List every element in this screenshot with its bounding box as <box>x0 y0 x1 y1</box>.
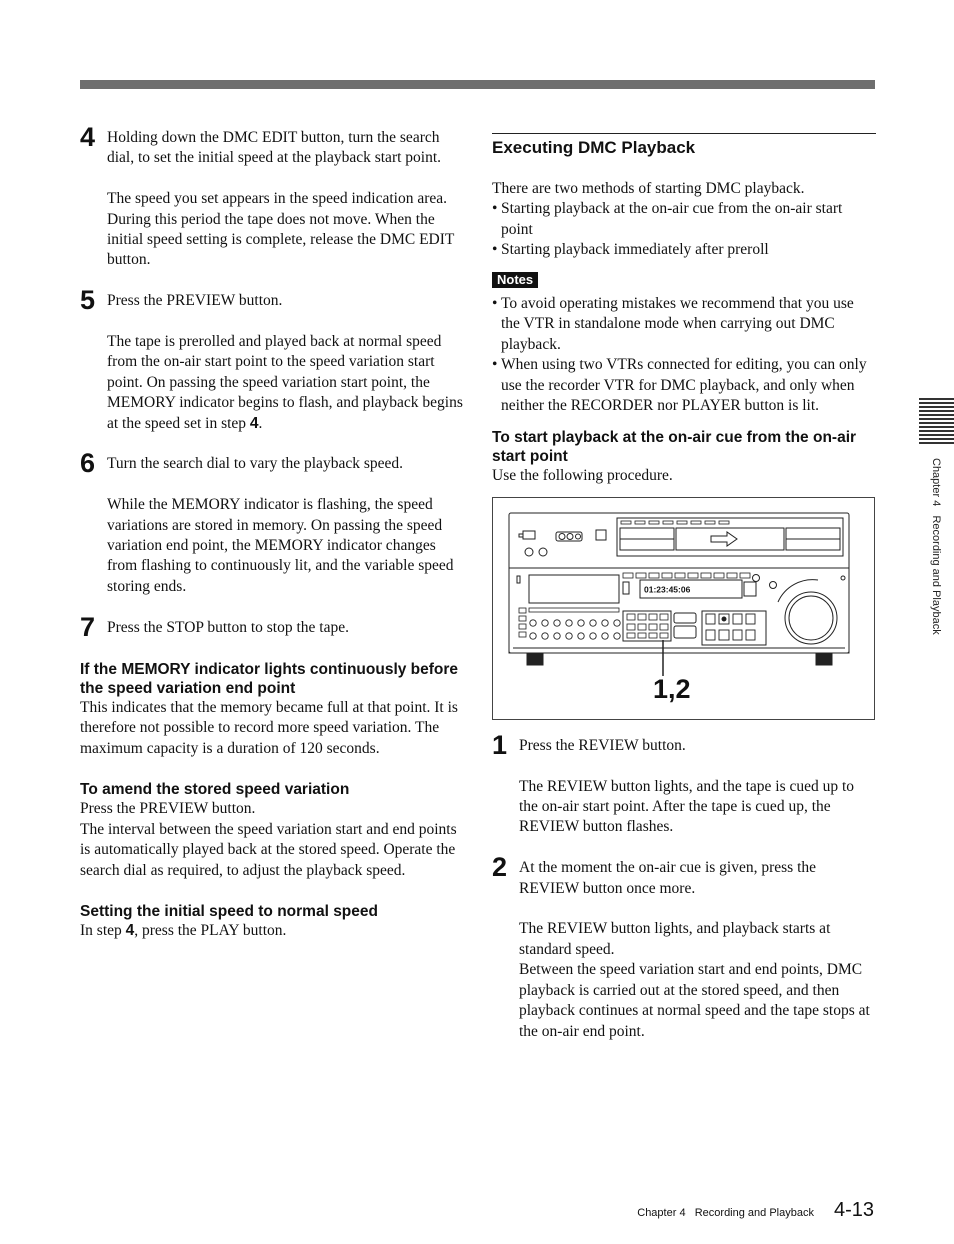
memory-heading: If the MEMORY indicator lights continuously before the speed variation end point <box>80 661 459 698</box>
method-item: • Starting playback immediately after preroll <box>492 240 876 260</box>
left-column <box>80 122 465 941</box>
figure-callout: 1,2 <box>653 673 691 704</box>
amend-heading: To amend the stored speed variation <box>80 781 350 799</box>
chapter-side-label: Chapter 4 Recording and Playback <box>930 458 942 635</box>
step-5 <box>80 285 465 434</box>
step-number: 5 <box>80 285 96 316</box>
step-detail: Between the speed variation start and end points, DMC playback is carried out at the stored speed, and then playback continues at normal speed and the tape stops at the on-air end point. <box>519 961 870 1040</box>
step-detail: The REVIEW button lights, and the tape is cued up to the on-air start point. After the tape is cued up, the REVIEW button flashes. <box>519 777 855 836</box>
vtr-figure <box>492 497 875 720</box>
amend-text-1: Press the PREVIEW button. <box>80 800 256 818</box>
footer-chapter: Chapter 4 Recording and Playback <box>637 1207 814 1219</box>
step-number: 6 <box>80 448 96 479</box>
notes-badge: Notes <box>492 272 538 288</box>
step-number: 2 <box>492 852 508 883</box>
step-text: Turn the search dial to vary the playback speed. <box>107 455 403 473</box>
step-text: Press the PREVIEW button. <box>107 292 283 310</box>
amend-text-2: The interval between the speed variation start and end points is automatically played back at the stored speed. Operate the search dial as required, to adjust the playback speed. <box>80 820 457 879</box>
header-rule <box>80 80 875 89</box>
step-1 <box>492 729 876 838</box>
normal-speed-text: In step 4, press the PLAY button. <box>80 921 287 939</box>
timecode-readout: 01:23:45:06 <box>644 584 691 595</box>
section-title: Executing DMC Playback <box>492 133 876 173</box>
step-detail: The speed you set appears in the speed indication area. During this period the tape does not move. When the initial speed setting is complete, release the DMC EDIT button. <box>107 190 455 269</box>
step-number: 1 <box>492 729 508 760</box>
page-footer <box>637 1200 874 1223</box>
step-detail: The REVIEW button lights, and playback starts at standard speed. <box>519 920 831 958</box>
step-text: Press the REVIEW button. <box>519 736 686 754</box>
page-number: 4-13 <box>833 1199 874 1221</box>
step-text: Holding down the DMC EDIT button, turn the search dial, to set the initial speed at the playback start point. <box>107 129 442 167</box>
intro-text: There are two methods of starting DMC playback. <box>492 180 805 197</box>
step-number: 7 <box>80 611 96 642</box>
step-7 <box>80 611 465 642</box>
right-column <box>492 133 876 1042</box>
note-item: • To avoid operating mistakes we recommend that you use the VTR in standalone mode when carrying out DMC playback. <box>492 294 876 355</box>
onair-text: Use the following procedure. <box>492 467 673 485</box>
chapter-side-tab <box>919 398 954 446</box>
step-reference: 4 <box>249 414 259 432</box>
method-item: • Starting playback at the on-air cue from the on-air start point <box>492 199 876 240</box>
memory-text: This indicates that the memory became full at that point. It is therefore not possible to record more speed variation. The maximum capacity is a duration of 120 seconds. <box>80 699 458 757</box>
step-text: Press the STOP button to stop the tape. <box>107 618 349 636</box>
normal-speed-heading: Setting the initial speed to normal speed <box>80 902 378 920</box>
note-item: • When using two VTRs connected for editing, you can only use the recorder VTR for DMC playback, and only when neither the RECORDER nor PLAYER button is lit. <box>492 355 876 416</box>
step-6 <box>80 448 465 597</box>
step-2 <box>492 852 876 1042</box>
onair-heading: To start playback at the on-air cue from the on-air start point <box>492 429 857 466</box>
step-text: At the moment the on-air cue is given, press the REVIEW button once more. <box>519 859 817 897</box>
step-detail: The tape is prerolled and played back at normal speed from the on-air start point to the speed variation start point. On passing the speed variation start point, the MEMORY indicator begins to flash, and playback begins at the speed set in step 4. <box>107 333 463 432</box>
step-detail: While the MEMORY indicator is flashing, the speed variations are stored in memory. On passing the speed variation end point, the MEMORY indicator changes from flashing to continuously lit, and the variable speed storing ends. <box>107 496 454 595</box>
step-4 <box>80 122 465 271</box>
step-reference: 4 <box>125 921 135 939</box>
step-number: 4 <box>80 122 96 152</box>
